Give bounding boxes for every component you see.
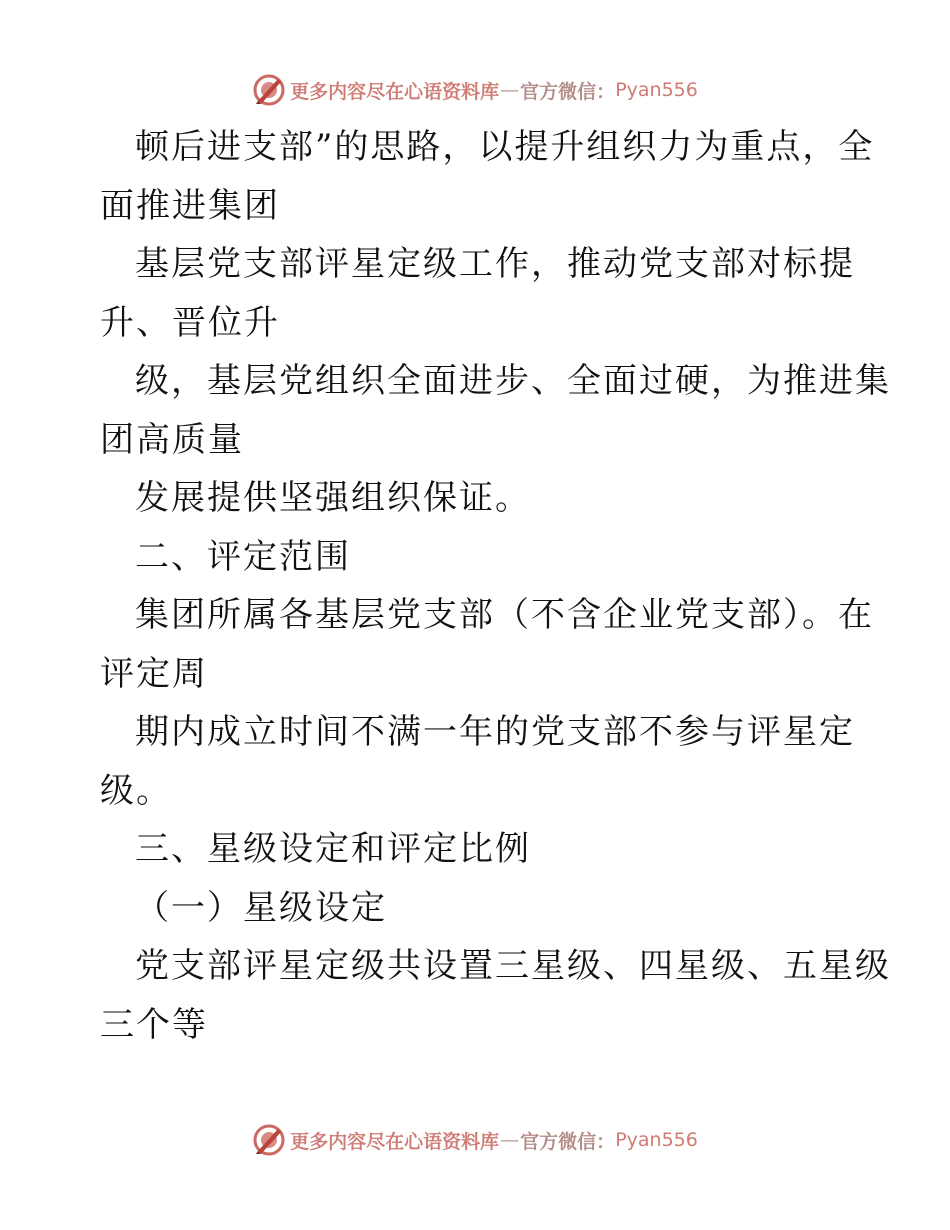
watermark-wechat-id: Pyan556 [615,1129,698,1151]
document-body [100,118,891,1054]
text-line: 评定周 [100,653,208,694]
text-line: 基层党支部评星定级工作，推动党支部对标提 [135,244,855,284]
watermark-dash: — [500,1129,520,1151]
text-line: 党支部评星定级共设置三星级、四星级、五星级 [135,946,891,986]
watermark-sub-text: 官方微信： [520,1130,616,1153]
text-line: 期内成立时间不满一年的党支部不参与评星定 [135,712,855,752]
text-line: 面推进集团 [100,185,280,226]
text-line: 发展提供坚强组织保证。 [135,478,531,518]
watermark-main-text: 更多内容尽在心语资料库 [290,80,500,103]
text-line: 团高质量 [100,419,244,460]
text-line: 升、晋位升 [100,302,280,343]
section-heading: 三、星级设定和评定比例 [135,829,531,869]
watermark-wechat-id: Pyan556 [615,79,698,101]
text-line: 级，基层党组织全面进步、全面过硬，为推进集 [135,361,891,401]
text-line: 集团所属各基层党支部（不含企业党支部）。在 [135,595,874,635]
text-line: 级。 [100,770,172,811]
subsection-heading: （一）星级设定 [135,887,387,928]
pen-seal-icon [252,1123,286,1157]
header-watermark [0,70,950,110]
text-line: 顿后进支部”的思路，以提升组织力为重点，全 [135,127,875,167]
watermark-dash: — [500,79,520,101]
text-line: 三个等 [100,1004,208,1045]
pen-seal-icon [252,73,286,107]
watermark-main-text: 更多内容尽在心语资料库 [290,1130,500,1153]
footer-watermark [0,1120,950,1160]
section-heading: 二、评定范围 [135,536,351,577]
watermark-sub-text: 官方微信： [520,80,616,103]
